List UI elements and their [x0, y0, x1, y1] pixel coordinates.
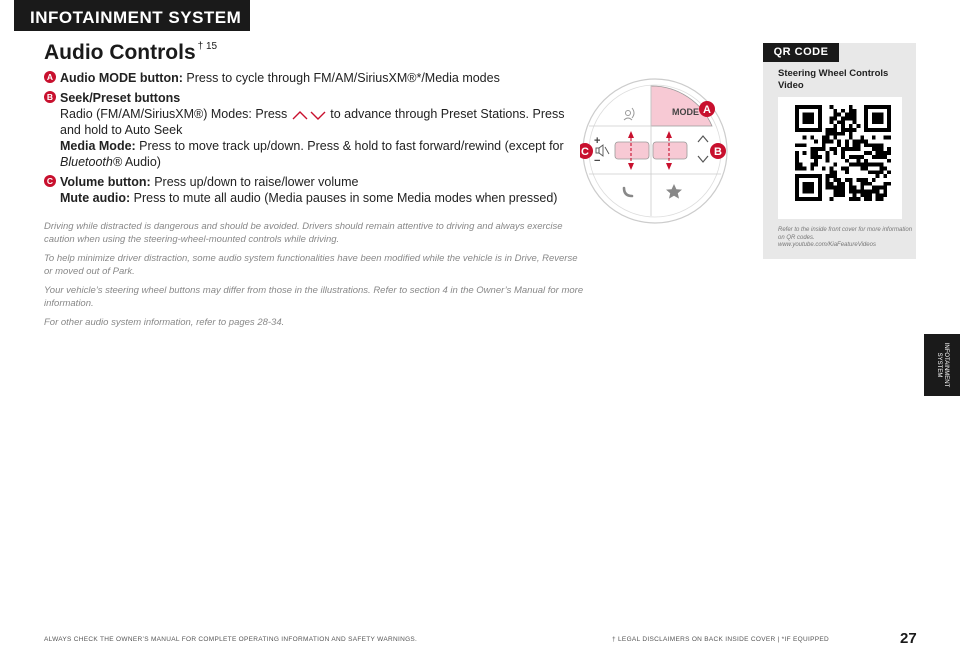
footer-legal: † LEGAL DISCLAIMERS ON BACK INSIDE COVER | *IF EQUIPPED — [612, 636, 829, 643]
title-superscript: † 15 — [197, 41, 218, 52]
item-mode-button — [44, 70, 570, 86]
callout-c-label: C — [581, 146, 589, 158]
volume-text: Press up/down to raise/lower volume — [150, 175, 359, 189]
badge-b: B — [44, 91, 56, 103]
page-number: 27 — [900, 630, 917, 647]
side-tab — [924, 334, 960, 396]
item-c-body — [60, 174, 570, 206]
qr-title: Steering Wheel Controls Video — [778, 68, 889, 91]
qr-note: Refer to the inside front cover for more information on QR codes. www.youtube.com/KiaFeatureVideos — [778, 227, 913, 248]
callout-a-label: A — [703, 104, 711, 116]
mode-label: Audio MODE button: — [60, 71, 183, 85]
seek-title: Seek/Preset buttons — [60, 91, 181, 105]
media-mode-text: Press to move track up/down. Press & hold to fast forward/rewind (except for — [135, 139, 564, 153]
radio-text-after: to advance through Preset Stations. Press and hold to Auto Seek — [60, 107, 565, 137]
mode-text: Press to cycle through FM/AM/SiriusXM®*/Media modes — [182, 71, 500, 85]
mode-button-label: MODE — [672, 107, 699, 117]
mute-label: Mute audio: — [60, 191, 131, 205]
volume-plus: + — [594, 135, 601, 147]
volume-label: Volume button: — [60, 175, 151, 189]
volume-button — [615, 142, 649, 159]
side-tab-label: INFOTAINMENT SYSTEM — [936, 342, 949, 388]
media-mode-end: Audio) — [122, 155, 161, 169]
steering-wheel-diagram — [580, 76, 730, 226]
media-mode-label: Media Mode: — [60, 139, 136, 153]
qr-panel — [763, 43, 916, 259]
media-mode-italic: Bluetooth® — [60, 155, 123, 169]
radio-text-before: Radio (FM/AM/SiriusXM®) Modes: Press — [60, 107, 288, 121]
qr-code[interactable] — [795, 105, 891, 201]
page-title-text: Audio Controls — [44, 41, 196, 64]
callout-b-label: B — [714, 146, 722, 158]
note-other-pages: For other audio system information, refer to pages 28-34. — [44, 317, 285, 328]
footer-disclaimer: ALWAYS CHECK THE OWNER’S MANUAL FOR COMPLETE OPERATING INFORMATION AND SAFETY WARNINGS. — [44, 636, 418, 643]
seek-arrows-icon — [291, 110, 327, 120]
badge-c: C — [44, 175, 56, 187]
item-b-body — [60, 90, 570, 170]
section-tab: INFOTAINMENT SYSTEM — [14, 0, 250, 31]
note-functionality: To help minimize driver distraction, some audio system functionalities have been modified while the vehicle is in Drive, Reverse or moved out of Park. — [44, 253, 578, 277]
page-title — [44, 41, 217, 65]
notes — [44, 221, 584, 337]
item-seek-preset — [44, 90, 570, 170]
mute-text: Press to mute all audio (Media pauses in some Media modes when pressed) — [130, 191, 558, 205]
qr-box[interactable] — [778, 97, 902, 219]
seek-button — [653, 142, 687, 159]
item-volume — [44, 174, 570, 206]
note-illustration: Your vehicle’s steering wheel buttons may differ from those in the illustrations. Refer to section 4 in the Owner’s Manual for more information. — [44, 285, 584, 309]
badge-a: A — [44, 71, 56, 83]
item-a-body — [60, 70, 570, 86]
volume-minus: − — [594, 155, 601, 167]
note-distraction: Driving while distracted is dangerous and should be avoided. Drivers should remain attentive to driving and always exercise caution when using the steering-wheel-mounted controls while driving. — [44, 221, 563, 245]
qr-tab: QR CODE — [763, 43, 839, 62]
